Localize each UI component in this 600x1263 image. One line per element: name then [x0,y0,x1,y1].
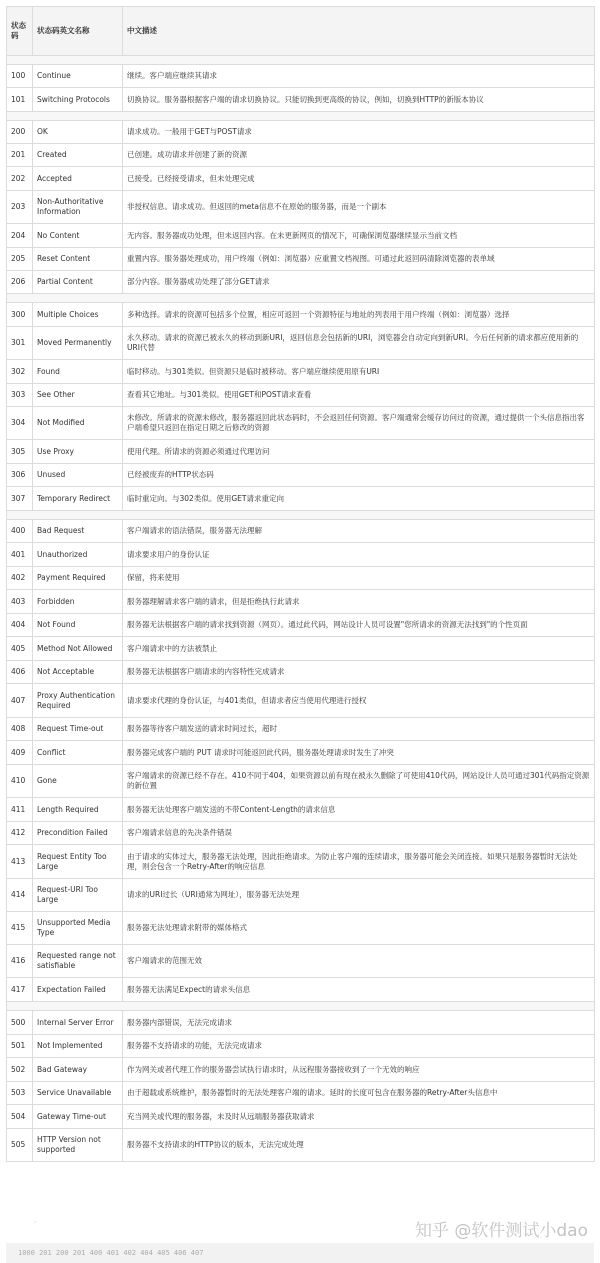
table-row [7,661,595,684]
english-name-cell: Not Acceptable [33,661,123,684]
description-cell: 服务器无法根据客户端的请求找到资源（网页）。通过此代码，网站设计人员可设置"您所请求的资源无法找到"的个性页面 [123,614,595,637]
table-row [7,121,595,144]
code-cell: 500 [7,1011,33,1035]
code-cell: 408 [7,718,33,741]
description-cell: 请求要求代理的身份认证，与401类似，但请求者应当使用代理进行授权 [123,684,595,718]
table-row [7,224,595,248]
english-name-cell: Unused [33,464,123,487]
separator-cell [7,56,595,65]
english-name-cell: Method Not Allowed [33,637,123,661]
description-cell: 客户端请求的语法错误，服务器无法理解 [123,520,595,543]
code-cell: 414 [7,879,33,912]
table-body [7,56,595,1162]
english-name-cell: Switching Protocols [33,88,123,112]
english-name-cell: Bad Gateway [33,1058,123,1082]
english-name-cell: Reset Content [33,248,123,271]
code-cell: 416 [7,945,33,978]
table-row [7,614,595,637]
table-row [7,718,595,741]
english-name-cell: Accepted [33,167,123,191]
status-code-table-container [6,6,594,1162]
code-cell: 404 [7,614,33,637]
table-row [7,1035,595,1058]
code-cell: 100 [7,65,33,88]
description-cell: 客户端请求信息的先决条件错误 [123,822,595,845]
english-name-cell: Request Entity Too Large [33,845,123,879]
table-row [7,271,595,294]
description-cell: 服务器无法根据客户端请求的内容特性完成请求 [123,661,595,684]
description-cell: 充当网关或代理的服务器，未及时从远端服务器获取请求 [123,1105,595,1129]
description-cell: 多种选择。请求的资源可包括多个位置，相应可返回一个资源特征与地址的列表用于用户终端（例如：浏览器）选择 [123,303,595,327]
table-row [7,798,595,822]
code-cell: 300 [7,303,33,327]
table-row [7,440,595,464]
separator-cell [7,294,595,303]
code-cell: 405 [7,637,33,661]
table-row [7,384,595,407]
table-row [7,1129,595,1162]
group-separator [7,112,595,121]
description-cell: 切换协议。服务器根据客户端的请求切换协议。只能切换到更高级的协议，例如，切换到HTTP的新版本协议 [123,88,595,112]
table-row [7,88,595,112]
description-cell: 查看其它地址。与301类似。使用GET和POST请求查看 [123,384,595,407]
description-cell: 重置内容。服务器处理成功，用户终端（例如：浏览器）应重置文档视图。可通过此返回码清除浏览器的表单域 [123,248,595,271]
english-name-cell: Gateway Time-out [33,1105,123,1129]
code-cell: 200 [7,121,33,144]
code-cell: 205 [7,248,33,271]
table-row [7,191,595,224]
table-row [7,567,595,590]
table-row [7,1058,595,1082]
description-cell: 客户端请求的资源已经不存在。410不同于404，如果资源以前有现在被永久删除了可使用410代码，网站设计人员可通过301代码指定资源的新位置 [123,765,595,798]
description-cell: 已经被废弃的HTTP状态码 [123,464,595,487]
code-cell: 304 [7,407,33,440]
code-snippet: 1000 201 200 201 400 401 402 404 405 406 407 [6,1243,594,1263]
code-cell: 505 [7,1129,33,1162]
table-row [7,360,595,384]
english-name-cell: Expectation Failed [33,978,123,1002]
description-cell: 临时重定向。与302类似。使用GET请求重定向 [123,487,595,511]
header-english-name: 状态码英文名称 [33,7,123,56]
code-cell: 504 [7,1105,33,1129]
english-name-cell: Precondition Failed [33,822,123,845]
description-cell: 请求成功。一般用于GET与POST请求 [123,121,595,144]
description-cell: 服务器内部错误，无法完成请求 [123,1011,595,1035]
description-cell: 作为网关或者代理工作的服务器尝试执行请求时，从远程服务器接收到了一个无效的响应 [123,1058,595,1082]
english-name-cell: Proxy Authentication Required [33,684,123,718]
separator-cell [7,112,595,121]
table-row [7,590,595,614]
code-cell: 307 [7,487,33,511]
table-row [7,765,595,798]
table-row [7,945,595,978]
description-cell: 无内容。服务器成功处理，但未返回内容。在未更新网页的情况下，可确保浏览器继续显示当前文档 [123,224,595,248]
code-cell: 411 [7,798,33,822]
code-cell: 401 [7,543,33,567]
code-cell: 412 [7,822,33,845]
code-cell: 303 [7,384,33,407]
description-cell: 继续。客户端应继续其请求 [123,65,595,88]
english-name-cell: Not Implemented [33,1035,123,1058]
code-cell: 415 [7,912,33,945]
code-cell: 502 [7,1058,33,1082]
english-name-cell: Conflict [33,741,123,765]
code-cell: 302 [7,360,33,384]
description-cell: 客户端请求的范围无效 [123,945,595,978]
english-name-cell: Forbidden [33,590,123,614]
code-cell: 409 [7,741,33,765]
group-separator [7,294,595,303]
code-cell: 407 [7,684,33,718]
code-cell: 413 [7,845,33,879]
english-name-cell: Gone [33,765,123,798]
english-name-cell: Created [33,144,123,167]
english-name-cell: Found [33,360,123,384]
table-row [7,303,595,327]
group-separator [7,1002,595,1011]
table-row [7,167,595,191]
table-row [7,543,595,567]
english-name-cell: Request Time-out [33,718,123,741]
table-row [7,520,595,543]
header-chinese-description: 中文描述 [123,7,595,56]
description-cell: 已创建。成功请求并创建了新的资源 [123,144,595,167]
table-header-row [7,7,595,56]
code-cell: 305 [7,440,33,464]
description-cell: 服务器不支持请求的功能，无法完成请求 [123,1035,595,1058]
code-cell: 203 [7,191,33,224]
description-cell: 服务器无法处理客户端发送的不带Content-Length的请求信息 [123,798,595,822]
table-row [7,1082,595,1105]
code-cell: 301 [7,327,33,360]
english-name-cell: Length Required [33,798,123,822]
description-cell: 客户端请求中的方法被禁止 [123,637,595,661]
english-name-cell: Payment Required [33,567,123,590]
group-separator [7,511,595,520]
english-name-cell: Partial Content [33,271,123,294]
table-row [7,144,595,167]
description-cell: 由于请求的实体过大，服务器无法处理，因此拒绝请求。为防止客户端的连续请求，服务器可能会关闭连接。如果只是服务器暂时无法处理，则会包含一个Retry-After的响应信息 [123,845,595,879]
table-row [7,637,595,661]
description-cell: 永久移动。请求的资源已被永久的移动到新URI，返回信息会包括新的URI，浏览器会自动定向到新URI。今后任何新的请求都应使用新的URI代替 [123,327,595,360]
code-cell: 410 [7,765,33,798]
description-cell: 服务器无法满足Expect的请求头信息 [123,978,595,1002]
english-name-cell: See Other [33,384,123,407]
english-name-cell: No Content [33,224,123,248]
english-name-cell: Request-URI Too Large [33,879,123,912]
table-row [7,248,595,271]
separator-cell [7,511,595,520]
description-cell: 由于超载或系统维护，服务器暂时的无法处理客户端的请求。延时的长度可包含在服务器的Retry-After头信息中 [123,1082,595,1105]
code-cell: 417 [7,978,33,1002]
description-cell: 保留，将来使用 [123,567,595,590]
description-cell: 服务器无法处理请求附带的媒体格式 [123,912,595,945]
english-name-cell: Unauthorized [33,543,123,567]
description-cell: 服务器理解请求客户端的请求，但是拒绝执行此请求 [123,590,595,614]
group-separator [7,56,595,65]
status-code-table [6,6,595,1162]
english-name-cell: Not Found [33,614,123,637]
code-cell: 101 [7,88,33,112]
english-name-cell: Bad Request [33,520,123,543]
description-cell: 部分内容。服务器成功处理了部分GET请求 [123,271,595,294]
code-cell: 402 [7,567,33,590]
code-cell: 204 [7,224,33,248]
header-code: 状态码 [7,7,33,56]
code-cell: 501 [7,1035,33,1058]
table-row [7,912,595,945]
english-name-cell: Not Modified [33,407,123,440]
english-name-cell: OK [33,121,123,144]
code-cell: 503 [7,1082,33,1105]
code-cell: 206 [7,271,33,294]
table-row [7,464,595,487]
description-cell: 服务器不支持请求的HTTP协议的版本，无法完成处理 [123,1129,595,1162]
english-name-cell: HTTP Version not supported [33,1129,123,1162]
description-cell: 请求要求用户的身份认证 [123,543,595,567]
description-cell: 服务器完成客户端的 PUT 请求时可能返回此代码，服务器处理请求时发生了冲突 [123,741,595,765]
code-cell: 306 [7,464,33,487]
watermark: 知乎 @软件测试小dao [414,1221,588,1241]
description-cell: 请求的URI过长（URI通常为网址），服务器无法处理 [123,879,595,912]
english-name-cell: Continue [33,65,123,88]
code-cell: 403 [7,590,33,614]
separator-cell [7,1002,595,1011]
table-row [7,327,595,360]
table-row [7,1011,595,1035]
table-row [7,978,595,1002]
english-name-cell: Unsupported Media Type [33,912,123,945]
code-cell: 406 [7,661,33,684]
english-name-cell: Non-Authoritative Information [33,191,123,224]
english-name-cell: Use Proxy [33,440,123,464]
description-cell: 已接受。已经接受请求，但未处理完成 [123,167,595,191]
english-name-cell: Multiple Choices [33,303,123,327]
table-row [7,845,595,879]
code-cell: 202 [7,167,33,191]
table-row [7,487,595,511]
table-row [7,879,595,912]
description-cell: 服务器等待客户端发送的请求时间过长，超时 [123,718,595,741]
stray-mark: · [34,1218,37,1227]
english-name-cell: Moved Permanently [33,327,123,360]
english-name-cell: Requested range not satisfiable [33,945,123,978]
english-name-cell: Internal Server Error [33,1011,123,1035]
table-row [7,822,595,845]
code-cell: 201 [7,144,33,167]
code-cell: 400 [7,520,33,543]
table-row [7,1105,595,1129]
description-cell: 未修改。所请求的资源未修改，服务器返回此状态码时，不会返回任何资源。客户端通常会缓存访问过的资源，通过提供一个头信息指出客户端希望只返回在指定日期之后修改的资源 [123,407,595,440]
table-row [7,741,595,765]
description-cell: 使用代理。所请求的资源必须通过代理访问 [123,440,595,464]
description-cell: 临时移动。与301类似。但资源只是临时被移动。客户端应继续使用原有URI [123,360,595,384]
table-row [7,65,595,88]
description-cell: 非授权信息。请求成功。但返回的meta信息不在原始的服务器，而是一个副本 [123,191,595,224]
english-name-cell: Temporary Redirect [33,487,123,511]
english-name-cell: Service Unavailable [33,1082,123,1105]
table-row [7,407,595,440]
table-row [7,684,595,718]
